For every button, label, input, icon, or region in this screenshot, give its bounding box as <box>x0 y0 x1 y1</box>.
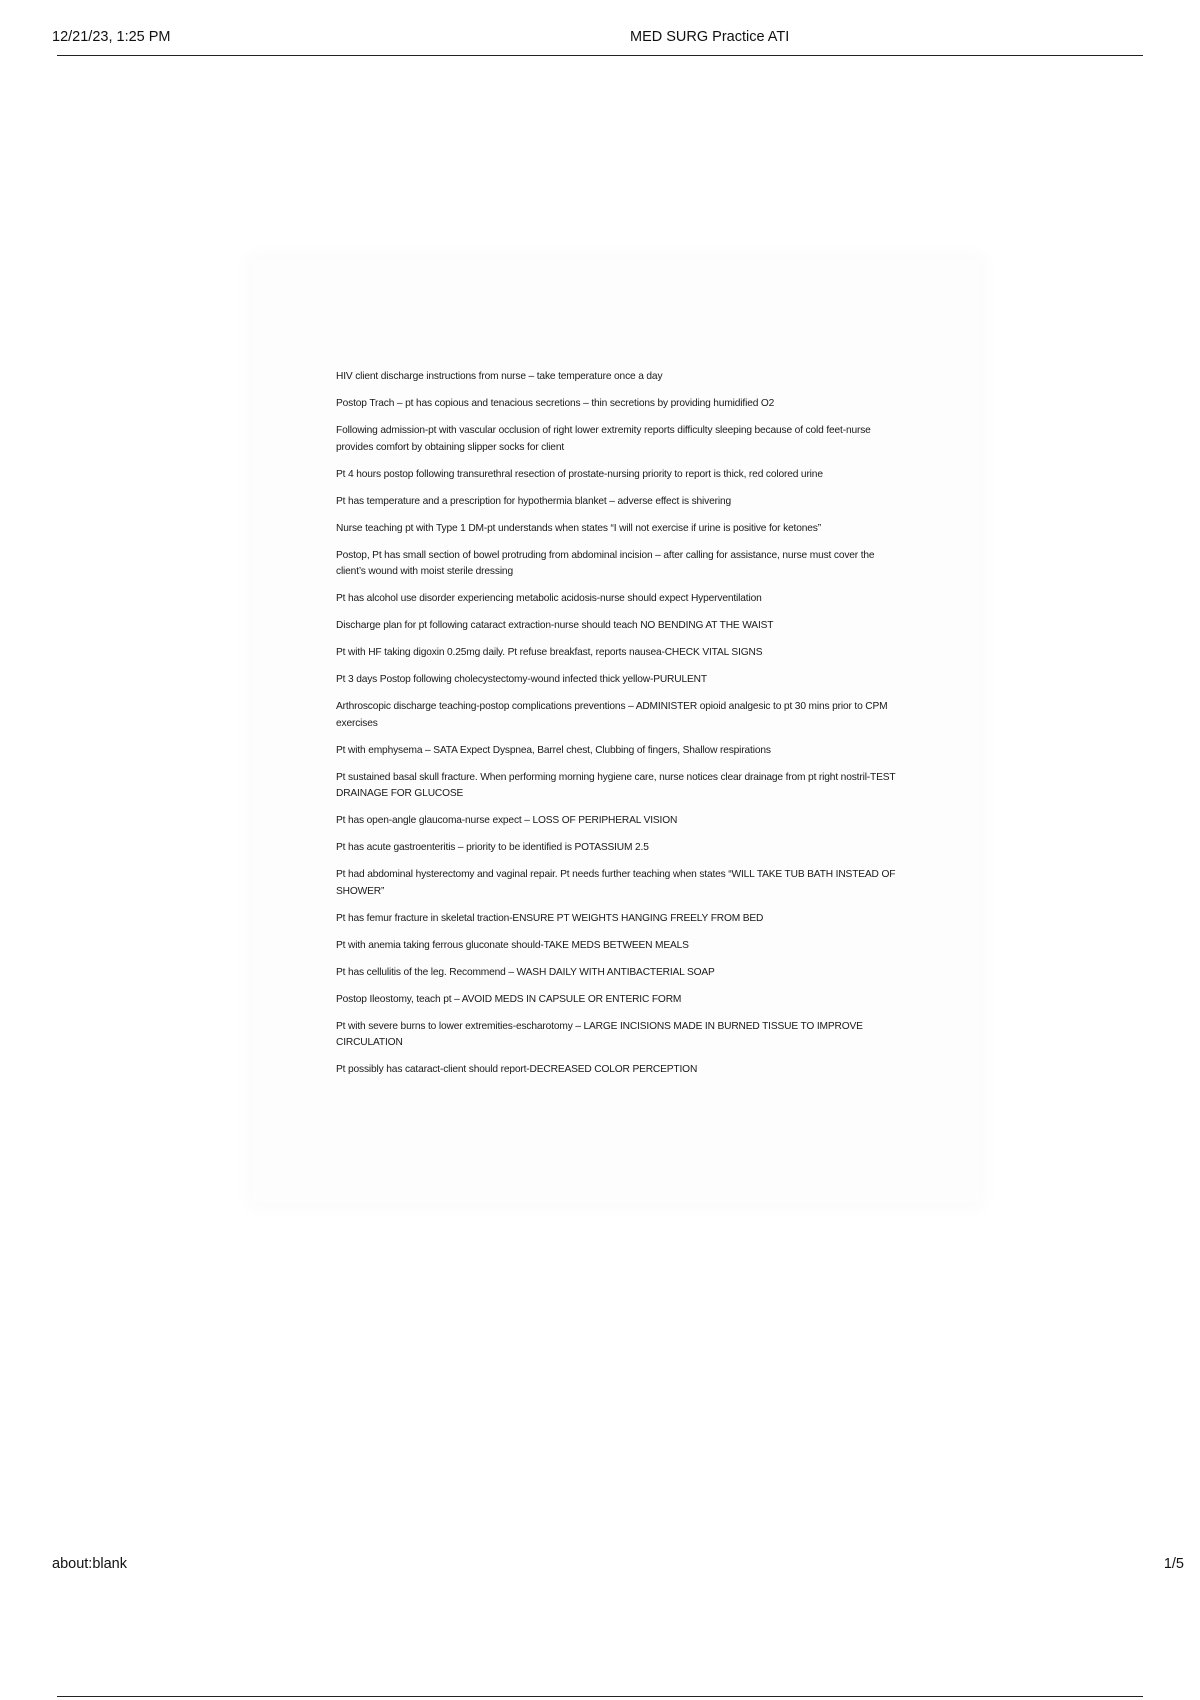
note-item: Arthroscopic discharge teaching-postop complications preventions – ADMINISTER opioid analgesic to pt 30 mins prior to CPM exercises <box>336 701 888 729</box>
notes-list <box>336 369 896 1089</box>
note-item: Following admission-pt with vascular occlusion of right lower extremity reports difficulty sleeping because of cold feet-nurse provides comfort by obtaining slipper socks for client <box>336 425 871 453</box>
note-item: Pt has alcohol use disorder experiencing metabolic acidosis-nurse should expect Hyperventilation <box>336 593 762 604</box>
note-item: Pt 3 days Postop following cholecystectomy-wound infected thick yellow-PURULENT <box>336 674 707 685</box>
note-item: Discharge plan for pt following cataract extraction-nurse should teach NO BENDING AT THE WAIST <box>336 620 774 631</box>
footer-divider <box>57 1696 1143 1697</box>
note-item: Pt has cellulitis of the leg. Recommend – WASH DAILY WITH ANTIBACTERIAL SOAP <box>336 966 715 978</box>
print-header-title: MED SURG Practice ATI <box>630 29 790 45</box>
note-item: Postop, Pt has small section of bowel protruding from abdominal incision – after calling for assistance, nurse must cover the client’s wound with moist sterile dressing <box>336 549 875 577</box>
print-header-datetime: 12/21/23, 1:25 PM <box>52 29 171 45</box>
note-item: Pt has acute gastroenteritis – priority to be identified is POTASSIUM 2.5 <box>336 842 649 853</box>
print-footer-page-number: 1/5 <box>1163 1556 1184 1572</box>
note-item: Pt sustained basal skull fracture. When performing morning hygiene care, nurse notices clear drainage from pt right nostril-TEST DRAINAGE FOR GLUCOSE <box>336 771 896 799</box>
note-item: Pt with anemia taking ferrous gluconate should-TAKE MEDS BETWEEN MEALS <box>336 939 689 951</box>
note-item: Pt has femur fracture in skeletal traction-ENSURE PT WEIGHTS HANGING FREELY FROM BED <box>336 912 764 924</box>
note-item: Pt with HF taking digoxin 0.25mg daily. Pt refuse breakfast, reports nausea-CHECK VITAL SIGNS <box>336 647 763 658</box>
note-item: Pt has temperature and a prescription for hypothermia blanket – adverse effect is shivering <box>336 495 732 507</box>
note-item: Postop Trach – pt has copious and tenacious secretions – thin secretions by providing humidified O2 <box>336 398 775 409</box>
print-footer-url: about:blank <box>52 1556 127 1572</box>
note-item: Pt had abdominal hysterectomy and vaginal repair. Pt needs further teaching when states “WILL TAKE TUB BATH INSTEAD OF SHOWER” <box>336 869 896 897</box>
note-item: Pt possibly has cataract-client should report-DECREASED COLOR PERCEPTION <box>336 1064 698 1075</box>
note-item: Postop Ileostomy, teach pt – AVOID MEDS IN CAPSULE OR ENTERIC FORM <box>336 993 682 1005</box>
note-item: Pt has open-angle glaucoma-nurse expect – LOSS OF PERIPHERAL VISION <box>336 815 678 826</box>
note-item: Pt with emphysema – SATA Expect Dyspnea, Barrel chest, Clubbing of fingers, Shallow respirations <box>336 744 771 756</box>
header-divider <box>57 55 1143 56</box>
note-item: Pt 4 hours postop following transurethral resection of prostate-nursing priority to report is thick, red colored urine <box>336 468 823 480</box>
note-item: Nurse teaching pt with Type 1 DM-pt understands when states “I will not exercise if urine is positive for ketones” <box>336 522 821 534</box>
note-item: Pt with severe burns to lower extremities-escharotomy – LARGE INCISIONS MADE IN BURNED TISSUE TO IMPROVE CIRCULATION <box>336 1020 863 1048</box>
note-item: HIV client discharge instructions from nurse – take temperature once a day <box>336 371 663 382</box>
